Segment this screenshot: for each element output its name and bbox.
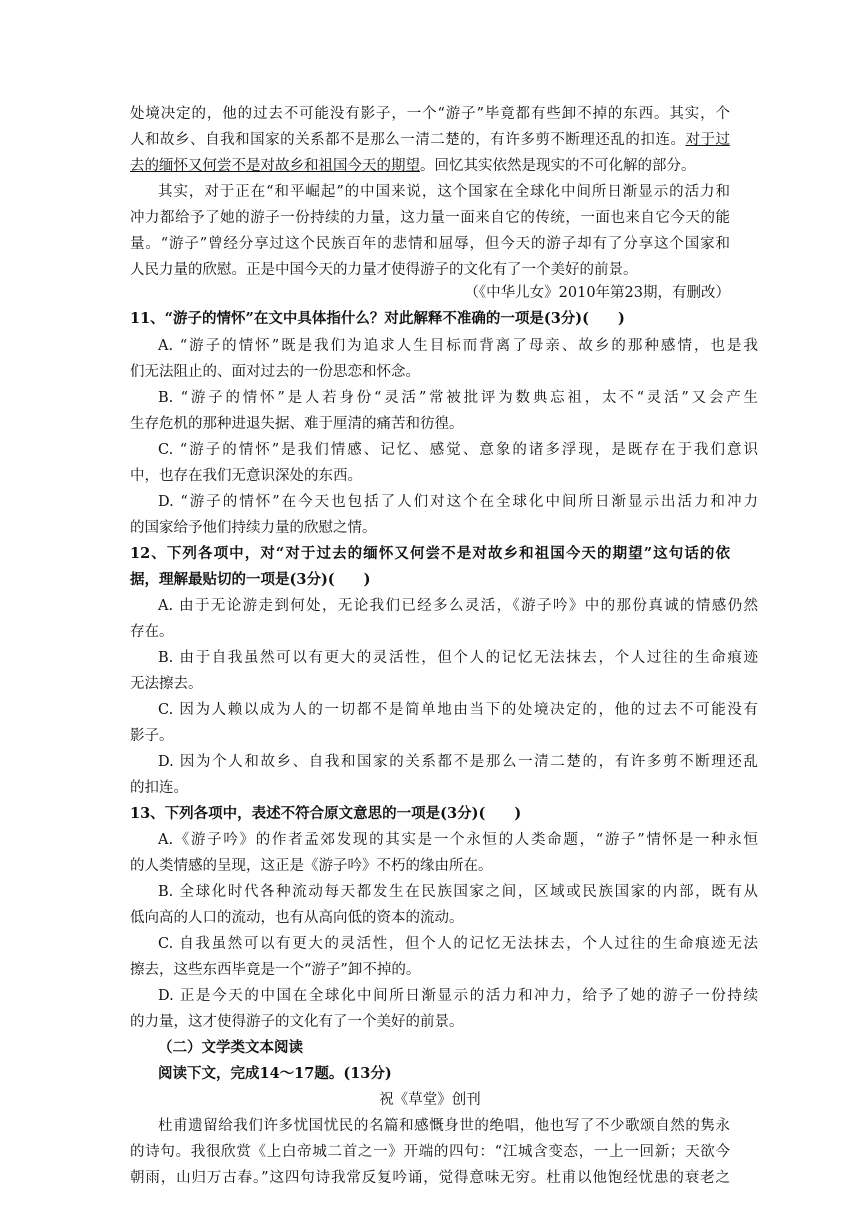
- q12-option-d-cont: 的扣连。: [130, 780, 188, 796]
- q11-option-c: C. “游子的情怀”是我们情感、记忆、感觉、意象的诸多浮现，是既存在于我们意识: [158, 442, 758, 458]
- passage-line: [130, 155, 730, 177]
- section-heading: （二）文学类文本阅读: [158, 1039, 303, 1056]
- passage-text: 。回忆其实依然是现实的不可化解的部分。: [420, 158, 696, 174]
- passage-text: 人和故乡、自我和国家的关系都不是那么一清二楚的，有许多剪不断理还乱的扣连。: [130, 132, 686, 148]
- q11-option-b: B. “游子的情怀”是人若身份“灵活”常被批评为数典忘祖，太不“灵活”又会产生: [158, 390, 758, 406]
- q11-option-a-cont: 们无法阻止的、面对过去的一份思恋和怀念。: [130, 364, 420, 380]
- q12-option-d: D. 因为个人和故乡、自我和国家的关系都不是那么一清二楚的，有许多剪不断理还乱: [158, 754, 758, 770]
- passage-line: 人民力量的欣慰。正是中国今天的力量才使得游子的文化有了一个美好的前景。: [130, 262, 638, 278]
- section-instruction: 阅读下文，完成14～17题。(13分): [158, 1065, 392, 1082]
- question-13-stem: 13、下列各项中，表述不符合原文意思的一项是(3分)( ): [130, 805, 522, 822]
- article-title: 祝《草堂》创刊: [379, 1092, 481, 1108]
- q13-option-c-cont: 擦去，这些东西毕竟是一个“游子”卸不掉的。: [130, 962, 421, 978]
- passage-line: [130, 129, 730, 151]
- q11-option-d: D. “游子的情怀”在今天也包括了人们对这个在全球化中间所日渐显示出活力和冲力: [158, 494, 758, 510]
- q12-option-c-cont: 影子。: [130, 728, 174, 744]
- question-12-stem: 12、下列各项中，对“对于过去的缅怀又何尝不是对故乡和祖国今天的期望”这句话的依: [130, 545, 730, 562]
- article-line: 的诗句。我很欣赏《上白帝城二首之一》开端的四句：“江城含变态，一上一回新；天欲今: [130, 1144, 730, 1160]
- q13-option-a-cont: 的人类情感的呈现，这正是《游子吟》不朽的缘由所在。: [130, 858, 493, 874]
- passage-line: 其实，对于正在“和平崛起”的中国来说，这个国家在全球化中间所日渐显示的活力和: [158, 184, 730, 200]
- question-11-stem: 11、“游子的情怀”在文中具体指什么？对此解释不准确的一项是(3分)( ): [130, 310, 625, 327]
- article-line: 朝雨，山归万古春。”这四句诗我常反复吟诵，觉得意味无穷。杜甫以他饱经忧患的衰老之: [130, 1170, 730, 1186]
- article-line: 杜甫遗留给我们许多忧国忧民的名篇和感慨身世的绝唱，他也写了不少歌颂自然的隽永: [158, 1118, 730, 1134]
- q13-option-c: C. 自我虽然可以有更大的灵活性，但个人的记忆无法抹去，个人过往的生命痕迹无法: [158, 936, 758, 952]
- q12-option-b: B. 由于自我虽然可以有更大的灵活性，但个人的记忆无法抹去，个人过往的生命痕迹: [158, 650, 758, 666]
- q13-option-b-cont: 低向高的人口的流动，也有从高向低的资本的流动。: [130, 910, 464, 926]
- q12-option-b-cont: 无法擦去。: [130, 676, 203, 692]
- q11-option-d-cont: 的国家给予他们持续力量的欣慰之情。: [130, 520, 377, 536]
- question-12-stem-cont: 据，理解最贴切的一项是(3分)( ): [130, 571, 371, 588]
- underlined-sentence: 对于过: [685, 132, 731, 148]
- q11-option-c-cont: 中，也存在我们无意识深处的东西。: [130, 468, 362, 484]
- q12-option-a: A. 由于无论游走到何处，无论我们已经多么灵活，《游子吟》中的那份真诚的情感仍然: [158, 598, 758, 614]
- underlined-sentence: 去的缅怀又何尝不是对故乡和祖国今天的期望: [130, 158, 420, 174]
- q13-option-a: A.《游子吟》的作者孟郊发现的其实是一个永恒的人类命题，“游子”情怀是一种永恒: [158, 832, 758, 848]
- q12-option-a-cont: 存在。: [130, 624, 174, 640]
- q11-option-a: A. “游子的情怀”既是我们为追求人生目标而背离了母亲、故乡的那种感情，也是我: [158, 338, 758, 354]
- q12-option-c: C. 因为人赖以成为人的一切都不是简单地由当下的处境决定的，他的过去不可能没有: [158, 702, 758, 718]
- passage-line: 冲力都给予了她的游子一份持续的力量，这力量一面来自它的传统，一面也来自它今天的能: [130, 210, 730, 226]
- passage-source: （《中华儿女》2010年第23期，有删改）: [464, 285, 730, 301]
- q11-option-b-cont: 生存危机的那种进退失据、难于厘清的痛苦和彷徨。: [130, 416, 464, 432]
- q13-option-d: D. 正是今天的中国在全球化中间所日渐显示的活力和冲力，给予了她的游子一份持续: [158, 988, 758, 1004]
- passage-line: 处境决定的，他的过去不可能没有影子，一个“游子”毕竟都有些卸不掉的东西。其实，个: [130, 106, 730, 122]
- q13-option-b: B. 全球化时代各种流动每天都发生在民族国家之间，区域或民族国家的内部，既有从: [158, 884, 758, 900]
- q13-option-d-cont: 的力量，这才使得游子的文化有了一个美好的前景。: [130, 1014, 464, 1030]
- passage-line: 量。“游子”曾经分享过这个民族百年的悲情和屈辱，但今天的游子却有了分享这个国家和: [130, 236, 730, 252]
